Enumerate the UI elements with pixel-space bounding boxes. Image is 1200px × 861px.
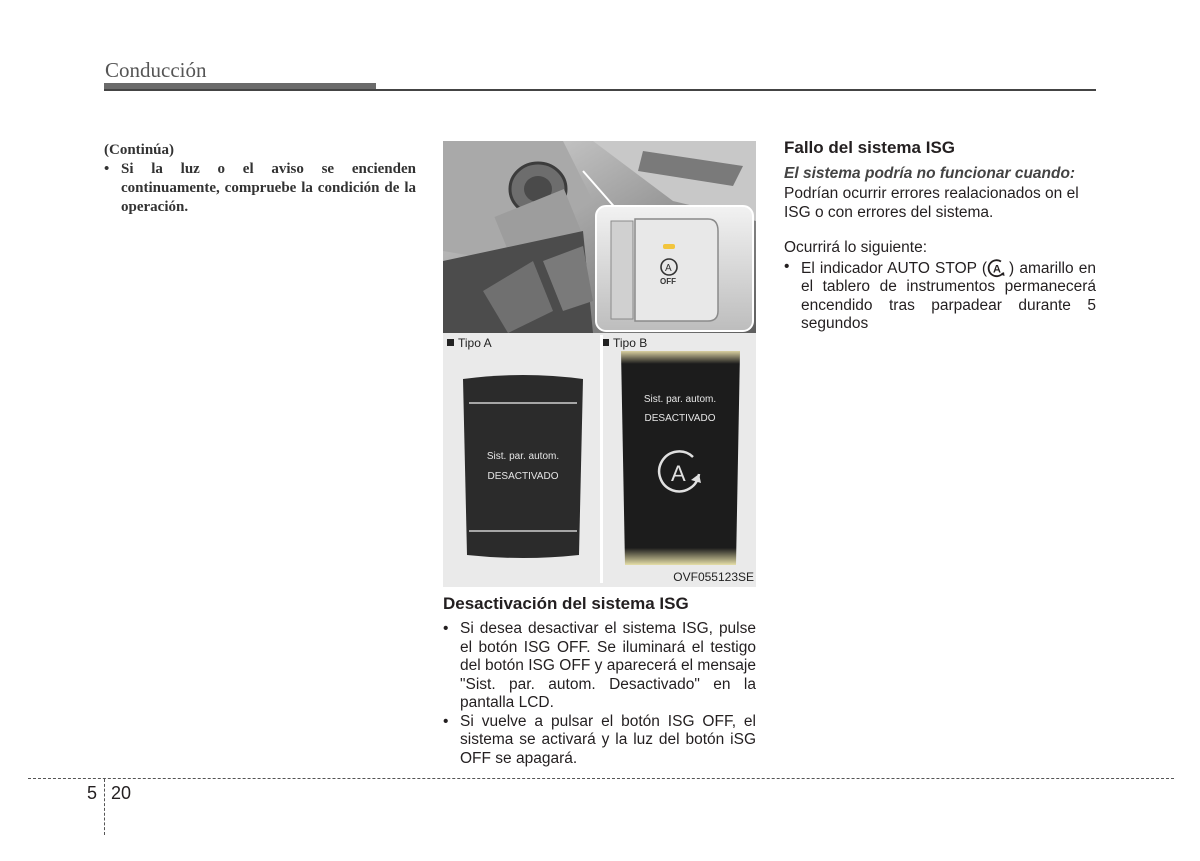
footer-rule bbox=[28, 778, 1174, 779]
lcd-display-type-b bbox=[619, 349, 742, 567]
section-heading: Fallo del sistema ISG bbox=[784, 138, 956, 157]
list-item bbox=[443, 620, 756, 713]
deactivation-list bbox=[443, 620, 756, 768]
tipo-b-label bbox=[602, 336, 647, 350]
subheading: El sistema podría no funcionar cuando: bbox=[784, 164, 1076, 182]
header-rule bbox=[104, 89, 1096, 91]
svg-text:A: A bbox=[665, 263, 672, 274]
panel-divider bbox=[600, 335, 603, 583]
lcd-b-line2: DESACTIVADO bbox=[644, 413, 716, 424]
figure bbox=[443, 141, 756, 587]
figure-code: OVF055123SE bbox=[673, 570, 754, 584]
list-item-text: Si desea desactivar el sistema ISG, pulse el botón ISG OFF. Se iluminará el testigo del botón ISG OFF y aparecerá el mensaje "Sist. par. autom. Desactivado" en la pantalla LCD. bbox=[460, 620, 756, 711]
svg-text:A: A bbox=[993, 263, 1001, 275]
continued-label: (Continúa) bbox=[104, 142, 175, 158]
lcd-display-type-a bbox=[459, 375, 587, 559]
list-item bbox=[104, 160, 416, 217]
dashboard-photo bbox=[443, 141, 756, 333]
square-icon bbox=[602, 339, 609, 346]
right-column bbox=[784, 139, 1096, 334]
svg-text:A: A bbox=[671, 461, 686, 486]
list-item bbox=[784, 258, 1096, 334]
dashboard-illustration bbox=[443, 141, 756, 333]
tipo-a-text: Tipo A bbox=[458, 336, 492, 350]
list-item-text: Si vuelve a pulsar el botón ISG OFF, el sistema se activará y la luz del botón iSG OFF se apagará. bbox=[460, 712, 756, 767]
chapter-number: 5 bbox=[87, 783, 98, 803]
square-icon bbox=[447, 339, 454, 346]
list-item-text-part: El indicador AUTO STOP ( bbox=[801, 259, 988, 277]
tipo-b-text: Tipo B bbox=[613, 336, 648, 350]
list-item bbox=[443, 713, 756, 769]
left-column bbox=[104, 141, 416, 217]
tipo-a-label bbox=[447, 336, 492, 350]
bullet-mark: • bbox=[104, 161, 110, 177]
lcd-a-line2: DESACTIVADO bbox=[487, 471, 559, 482]
paragraph: Podrían ocurrir errores realacionados on el ISG o con errores del sistema. bbox=[784, 185, 1079, 221]
list-item-text: Si la luz o el aviso se encienden continuamente, compruebe la condición de la operación. bbox=[121, 161, 416, 215]
indicator-light bbox=[663, 244, 675, 249]
list-item-text-part: ) amarillo en el tablero de instrumentos permanecerá encendido tras parpadear durante 5 segundos bbox=[801, 259, 1097, 332]
lcd-b-line1: Sist. par. autom. bbox=[643, 394, 717, 405]
bullet-mark: • bbox=[443, 712, 449, 730]
list-item-text bbox=[801, 258, 1096, 334]
paragraph: Ocurrirá lo siguiente: bbox=[784, 239, 928, 256]
section-heading: Desactivación del sistema ISG bbox=[443, 594, 689, 613]
section-title: Conducción bbox=[105, 58, 207, 82]
bullet-mark: • bbox=[784, 257, 790, 275]
off-label: OFF bbox=[660, 277, 676, 286]
bullet-mark: • bbox=[443, 620, 449, 637]
page-number: 20 bbox=[111, 783, 132, 803]
lcd-a-line1: Sist. par. autom. bbox=[486, 451, 560, 462]
auto-stop-icon bbox=[987, 258, 1009, 278]
footer-divider bbox=[104, 779, 105, 835]
